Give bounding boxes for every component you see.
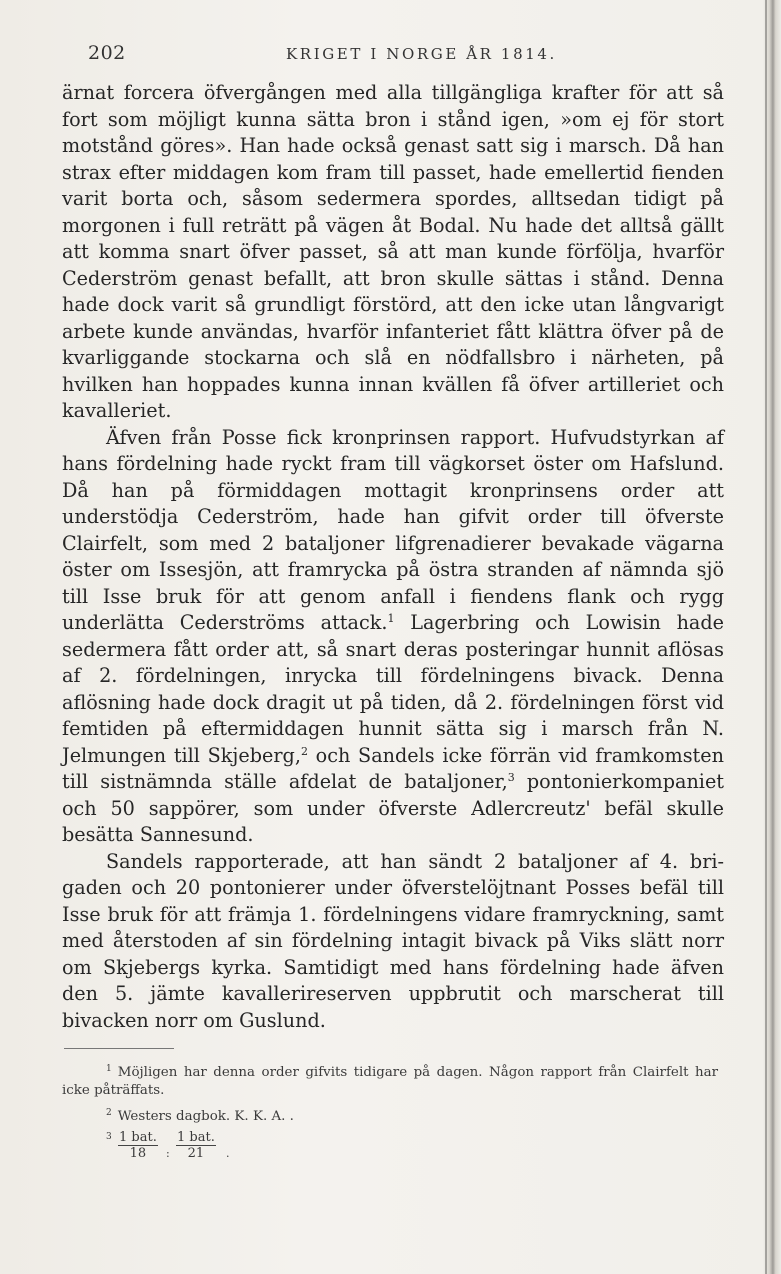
paragraph-text: och Sandels icke förrän vid framkomsten till sistnämnda ställe afdelat de bataljoner, (62, 743, 724, 793)
fraction-1-numerator: 1 bat. (119, 1130, 157, 1145)
fraction-1-denominator: 18 (129, 1146, 147, 1161)
running-head: KRIGET I NORGE ÅR 1814. (286, 45, 557, 63)
paragraph-text: Lagerbring och Lowisin hade sedermera fått order att, så snart deras posteringar hunnit aflösas af 2. fördelningen, inrycka till fördelningens bivack. Denna aflösning hade dock dragit ut på tiden, då 2. fördelningen först vid femtiden på eftermiddagen hunnit sätta sig i marsch från N. Jelmungen till Skjeberg, (62, 611, 724, 767)
footnotes (62, 1060, 718, 1160)
body-text (62, 80, 724, 1034)
footnote-ref-1: 1 (387, 612, 395, 625)
footnote-ref-2: 2 (300, 744, 308, 758)
fraction-2-denominator: 21 (187, 1146, 205, 1161)
footnote-number: 2 (106, 1108, 112, 1118)
paragraph-3 (62, 849, 724, 1035)
footnote-3 (62, 1130, 718, 1160)
footnote-number: 1 (106, 1064, 112, 1074)
fraction-separator: : (166, 1147, 170, 1160)
paragraph-text: pontonierkompaniet och 50 sappörer, som under öfverste Adlercreutz' befäl skulle besätta Sannesund. (62, 770, 725, 846)
paragraph-text: Sandels rapporterade, att han sändt 2 bataljoner af 4. brigaden och 20 pontonierer under öfverstelöjtnant Posses befäl till Isse bruk för att främja 1. fördelningens vidare framryckning, samt med återstoden af sin fördelning intagit bivack på Viks slätt norr om Skjebergs kyrka. Samtidigt med hans fördelning hade äfven den 5. jämte kavallerireserven uppbrutit och marscherat till bivacken norr om Guslund. (62, 849, 724, 1032)
page-edge-line (765, 0, 767, 1274)
footnote-trailing: . (226, 1147, 230, 1160)
page-header (88, 42, 728, 68)
paragraph-text: ärnat forcera öfvergången med alla tillgängliga krafter för att så fort som möjligt kunna sätta bron i stånd igen, »om ej för stort motstånd göres». Han hade också genast satt sig i marsch. Då han strax efter middagen kom fram till passet, hade emellertid fienden varit borta och, såsom sedermera spordes, alltsedan tidigt på morgonen i full reträtt på vägen åt Bodal. Nu hade det alltså gällt att komma snart öfver passet, så att man kunde förfölja, hvarför Cederström genast befallt, att bron skulle sättas i stånd. Denna hade dock varit så grundligt förstörd, att den icke utan långvarigt arbete kunde användas, hvarför infanteriet fått klättra öfver på de kvarliggande stockarna och slå en nödfallsbro i närheten, på hvilken han hoppades kunna innan kvällen få öfver artilleriet och kavalleriet. (62, 81, 724, 422)
footnote-1 (62, 1060, 718, 1100)
fraction-2-numerator: 1 bat. (177, 1130, 215, 1145)
paragraph-text: Äfven från Posse fick kronprinsen rapport. Hufvudstyrkan af hans fördelning hade ryckt fram till vägkorset öster om Hafslund. Då han på förmiddagen mottagit kronprinsens order att understödja Cederström, hade han gifvit order till öfverste Clairfelt, som med 2 bataljoner lifgrenadierer bevakade vägarna öster om Issesjön, att framrycka på östra stranden af nämnda sjö till Isse bruk för att genom anfall i fiendens flank och rygg underlätta Cederströms attack. (62, 425, 724, 634)
footnote-2 (62, 1104, 718, 1126)
paragraph-1 (62, 80, 724, 425)
footnote-separator (64, 1048, 174, 1049)
footnote-text: Westers dagbok. K. K. A. . (117, 1109, 294, 1124)
paragraph-2 (62, 425, 724, 849)
fraction-1 (118, 1130, 158, 1161)
footnote-text: Möjligen har denna order gifvits tidigare på dagen. Någon rapport från Clairfelt har icke påträffats. (62, 1065, 718, 1098)
footnote-number: 3 (106, 1132, 112, 1142)
fraction-2 (176, 1130, 216, 1161)
footnote-ref-3: 3 (507, 771, 515, 784)
page-number: 202 (88, 42, 126, 64)
